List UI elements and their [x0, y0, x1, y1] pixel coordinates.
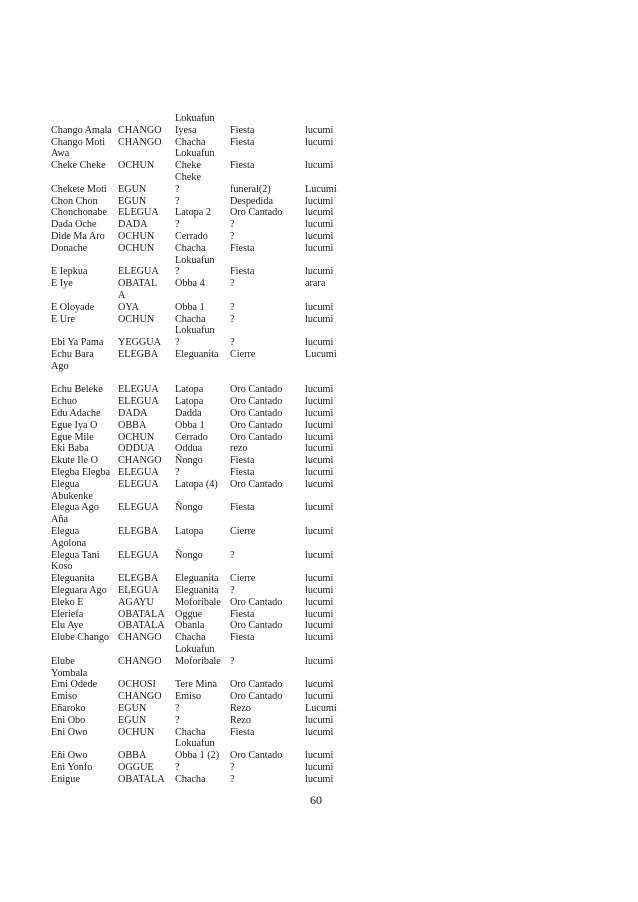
rhythm-cell: Cheke: [175, 160, 202, 172]
occasion-cell: ?: [230, 762, 235, 773]
rhythm-cell: Cerrado: [175, 231, 208, 242]
table-row: [0, 148, 638, 160]
occasion-cell: Cierre: [230, 349, 256, 360]
tradition-cell: lucumi: [305, 242, 334, 254]
table-row: [0, 656, 638, 668]
occasion-cell: Oro Cantado: [230, 207, 283, 219]
table-row: [0, 172, 638, 184]
occasion-cell: Fiesta: [230, 136, 255, 148]
orisha-cell: OBATAL: [118, 278, 158, 290]
occasion-cell: Oro Cantado: [230, 750, 283, 762]
table-row: [0, 526, 638, 538]
song-name-cell: E Iye: [51, 278, 73, 290]
song-name-cell: Echuo: [51, 396, 78, 408]
table-row: [0, 160, 638, 172]
occasion-cell: Fiesta: [230, 266, 255, 278]
song-name-cell: Elegua Tani: [51, 549, 100, 561]
rhythm-cell: Obba 1: [175, 301, 205, 313]
rhythm-cell: ?: [175, 467, 180, 478]
rhythm-cell: Oddua: [175, 443, 203, 455]
song-name-cell: Elegba Elegba: [51, 467, 111, 478]
rhythm-cell: Oggue: [175, 608, 203, 620]
occasion-cell: Fiesta: [230, 608, 255, 620]
song-name-cell: Eni Yonfo: [51, 762, 93, 773]
occasion-cell: Oro Cantado: [230, 384, 283, 396]
tradition-cell: lucumi: [305, 596, 334, 608]
table-row: [0, 479, 638, 491]
song-name-cell: Eni Obo: [51, 714, 86, 726]
occasion-cell: Fiesta: [230, 160, 255, 172]
occasion-cell: ?: [230, 231, 235, 242]
table-row: [0, 514, 638, 526]
table-row: [0, 703, 638, 715]
table-row: [0, 715, 638, 727]
orisha-cell: OYA: [118, 301, 139, 313]
song-name-cell: Egue Iya O: [51, 419, 98, 431]
table-row: [0, 585, 638, 597]
rhythm-cell: Ñongo: [175, 549, 203, 561]
song-name-cell: Dada Oche: [51, 219, 97, 231]
song-name-cell: Koso: [51, 561, 73, 573]
orisha-cell: CHANGO: [118, 632, 162, 644]
orisha-cell: OCHUN: [118, 242, 155, 254]
orisha-cell: OCHUN: [118, 726, 155, 738]
occasion-cell: Cierre: [230, 526, 256, 537]
orisha-cell: EGUN: [118, 183, 147, 195]
orisha-cell: EGUN: [118, 714, 147, 726]
table-row: [0, 184, 638, 196]
song-name-cell: E Oloyade: [51, 301, 95, 313]
rhythm-cell: Chacha: [175, 632, 206, 644]
occasion-cell: Oro Cantado: [230, 396, 283, 408]
tradition-cell: lucumi: [305, 691, 334, 703]
tradition-cell: lucumi: [305, 266, 334, 278]
rhythm-cell: Ñongo: [175, 502, 203, 514]
table-row: [0, 125, 638, 137]
occasion-cell: Oro Cantado: [230, 620, 283, 632]
table-row: [0, 455, 638, 467]
tradition-cell: lucumi: [305, 337, 334, 349]
table-row: [0, 302, 638, 314]
rhythm-cell: Lokuafun: [175, 644, 215, 655]
occasion-cell: ?: [230, 301, 235, 313]
tradition-cell: Lucumi: [305, 349, 337, 360]
song-name-cell: Elube: [51, 655, 75, 667]
song-name-cell: Yombala: [51, 667, 88, 679]
table-row: [0, 207, 638, 219]
occasion-cell: Rezo: [230, 714, 251, 726]
song-name-cell: Agolona: [51, 537, 87, 549]
occasion-cell: ?: [230, 219, 235, 231]
orisha-cell: OCHUN: [118, 431, 155, 443]
tradition-cell: lucumi: [305, 136, 334, 148]
table-row: [0, 255, 638, 267]
song-name-cell: E Ure: [51, 313, 76, 325]
tradition-cell: lucumi: [305, 608, 334, 620]
occasion-cell: Fiesta: [230, 632, 255, 644]
occasion-cell: ?: [230, 773, 235, 785]
orisha-cell: OCHUN: [118, 231, 155, 242]
rhythm-cell: Chacha: [175, 313, 206, 325]
rhythm-cell: Latopa: [175, 384, 204, 396]
occasion-cell: Fiesta: [230, 726, 255, 738]
rhythm-cell: ?: [175, 266, 180, 278]
song-name-cell: Aña: [51, 514, 68, 526]
song-name-cell: Ago: [51, 360, 69, 372]
tradition-cell: lucumi: [305, 585, 334, 596]
tradition-cell: lucumi: [305, 502, 334, 514]
rhythm-cell: Chacha: [175, 136, 206, 148]
table-row: [0, 502, 638, 514]
orisha-cell: OCHUN: [118, 313, 155, 325]
song-name-cell: Eleriefa: [51, 608, 84, 620]
song-name-cell: Elu Aye: [51, 620, 84, 632]
occasion-cell: ?: [230, 313, 235, 325]
orisha-cell: ELEGUA: [118, 549, 159, 561]
orisha-cell: ODDUA: [118, 443, 155, 455]
song-name-cell: Dide Ma Aro: [51, 231, 105, 242]
orisha-cell: OCHOSI: [118, 679, 156, 691]
orisha-cell: EGUN: [118, 703, 147, 714]
table-row: [0, 384, 638, 396]
tradition-cell: lucumi: [305, 726, 334, 738]
orisha-cell: ELEGUA: [118, 396, 159, 408]
orisha-cell: YEGGUA: [118, 337, 162, 349]
tradition-cell: lucumi: [305, 431, 334, 443]
rhythm-cell: Emiso: [175, 691, 202, 703]
tradition-cell: lucumi: [305, 526, 334, 537]
orisha-cell: ELEGUA: [118, 585, 159, 596]
occasion-cell: Oro Cantado: [230, 431, 283, 443]
tradition-cell: lucumi: [305, 549, 334, 561]
occasion-cell: ?: [230, 549, 235, 561]
song-name-cell: Chon Chon: [51, 195, 98, 207]
rhythm-cell: Lokuafun: [175, 325, 215, 337]
rhythm-cell: Cerrado: [175, 431, 208, 443]
rhythm-cell: ?: [175, 195, 180, 207]
orisha-cell: ELEGBA: [118, 573, 159, 585]
orisha-cell: CHANGO: [118, 124, 162, 136]
table-row: [0, 113, 638, 125]
rhythm-cell: Latopa: [175, 526, 204, 537]
table-row: [0, 373, 638, 385]
rhythm-cell: Lokuafun: [175, 738, 215, 750]
song-name-cell: Emiso: [51, 691, 78, 703]
occasion-cell: funeral(2): [230, 183, 271, 195]
orisha-cell: ELEGUA: [118, 478, 159, 490]
song-name-cell: Egue Mile: [51, 431, 94, 443]
tradition-cell: arara: [305, 278, 326, 290]
table-row: [0, 727, 638, 739]
tradition-cell: lucumi: [305, 396, 334, 408]
orisha-cell: OBATALA: [118, 620, 165, 632]
tradition-cell: lucumi: [305, 160, 334, 172]
table-row: [0, 290, 638, 302]
tradition-cell: lucumi: [305, 573, 334, 585]
page-number: 60: [310, 793, 322, 807]
orisha-cell: CHANGO: [118, 455, 162, 467]
occasion-cell: Oro Cantado: [230, 691, 283, 703]
occasion-cell: Fiesta: [230, 124, 255, 136]
table-row: [0, 738, 638, 750]
occasion-cell: Fiesta: [230, 242, 255, 254]
occasion-cell: Oro Cantado: [230, 419, 283, 431]
occasion-cell: ?: [230, 337, 235, 349]
orisha-cell: OGGUE: [118, 762, 154, 773]
orisha-cell: A: [118, 290, 126, 301]
tradition-cell: lucumi: [305, 207, 334, 219]
rhythm-cell: Latopa: [175, 396, 204, 408]
occasion-cell: Fiesta: [230, 467, 255, 478]
table-row: [0, 443, 638, 455]
table-row: [0, 609, 638, 621]
table-row: [0, 668, 638, 680]
table-row: [0, 491, 638, 503]
orisha-cell: CHANGO: [118, 691, 162, 703]
orisha-cell: OBATALA: [118, 773, 165, 785]
rhythm-cell: Moforibale: [175, 596, 221, 608]
tradition-cell: lucumi: [305, 195, 334, 207]
rhythm-cell: Cheke: [175, 172, 202, 183]
rhythm-cell: Obba 1 (2): [175, 750, 220, 762]
occasion-cell: Cierre: [230, 573, 256, 585]
orisha-cell: ELEGUA: [118, 502, 159, 514]
table-row: [0, 337, 638, 349]
rhythm-cell: Moforibale: [175, 655, 221, 667]
rhythm-cell: ?: [175, 337, 180, 349]
tradition-cell: lucumi: [305, 408, 334, 419]
occasion-cell: Fiesta: [230, 455, 255, 467]
table-row: [0, 597, 638, 609]
rhythm-cell: Eleguanita: [175, 573, 219, 585]
table-row: [0, 314, 638, 326]
rhythm-cell: Lokuafun: [175, 148, 215, 160]
song-name-cell: Eki Baba: [51, 443, 89, 455]
table-row: [0, 266, 638, 278]
table-row: [0, 396, 638, 408]
occasion-cell: Oro Cantado: [230, 408, 283, 419]
table-row: [0, 349, 638, 361]
orisha-cell: DADA: [118, 219, 148, 231]
song-name-cell: Eñi Owo: [51, 750, 88, 762]
song-name-cell: Elegua: [51, 526, 80, 537]
orisha-cell: OBBA: [118, 750, 147, 762]
song-name-cell: Emi Odede: [51, 679, 98, 691]
tradition-cell: lucumi: [305, 620, 334, 632]
song-name-cell: Chango Moti: [51, 136, 106, 148]
table-row: [0, 196, 638, 208]
orisha-cell: ELEGUA: [118, 266, 159, 278]
tradition-cell: lucumi: [305, 301, 334, 313]
orisha-cell: CHANGO: [118, 655, 162, 667]
rhythm-cell: Ñongo: [175, 455, 203, 467]
tradition-cell: lucumi: [305, 679, 334, 691]
table-row: [0, 243, 638, 255]
song-name-cell: Ekute Ile O: [51, 455, 98, 467]
orisha-cell: OCHUN: [118, 160, 155, 172]
rhythm-cell: Obba 4: [175, 278, 205, 290]
orisha-cell: ELEGUA: [118, 467, 159, 478]
rhythm-cell: ?: [175, 219, 180, 231]
table-row: [0, 432, 638, 444]
tradition-cell: lucumi: [305, 124, 334, 136]
song-name-cell: Edu Adache: [51, 408, 101, 419]
song-name-cell: Eleko E: [51, 596, 84, 608]
tradition-cell: lucumi: [305, 313, 334, 325]
occasion-cell: ?: [230, 655, 235, 667]
song-name-cell: Ebi Ya Pama: [51, 337, 104, 349]
song-name-cell: Enigue: [51, 773, 80, 785]
rhythm-cell: Latopa (4): [175, 478, 218, 490]
rhythm-cell: Iyesa: [175, 124, 197, 136]
table-row: [0, 762, 638, 774]
tradition-cell: lucumi: [305, 762, 334, 773]
table-row: [0, 219, 638, 231]
rhythm-cell: Dadda: [175, 408, 202, 419]
tradition-cell: lucumi: [305, 655, 334, 667]
rhythm-cell: ?: [175, 703, 180, 714]
table-row: [0, 361, 638, 373]
table-row: [0, 325, 638, 337]
occasion-cell: rezo: [230, 443, 248, 455]
orisha-cell: ELEGBA: [118, 526, 159, 537]
table-row: [0, 632, 638, 644]
occasion-cell: ?: [230, 585, 235, 596]
table-row: [0, 420, 638, 432]
table-row: [0, 550, 638, 562]
song-name-cell: Chekete Moti: [51, 183, 107, 195]
rhythm-cell: Obba 1: [175, 419, 205, 431]
rhythm-cell: Chacha: [175, 242, 206, 254]
table-row: [0, 573, 638, 585]
orisha-cell: OBATALA: [118, 608, 165, 620]
rhythm-cell: Tere Mina: [175, 679, 217, 691]
song-name-cell: Eleguanita: [51, 573, 95, 585]
rhythm-cell: Eleguanita: [175, 349, 219, 360]
song-name-cell: Eni Owo: [51, 726, 88, 738]
song-name-cell: Elegua: [51, 478, 80, 490]
rhythm-cell: Chacha: [175, 726, 206, 738]
occasion-cell: Despedida: [230, 195, 273, 207]
rhythm-cell: Lokuafun: [175, 113, 215, 124]
table-row: [0, 408, 638, 420]
tradition-cell: lucumi: [305, 384, 334, 396]
tradition-cell: lucumi: [305, 219, 334, 231]
table-row: [0, 679, 638, 691]
tradition-cell: lucumi: [305, 419, 334, 431]
tradition-cell: lucumi: [305, 714, 334, 726]
rhythm-cell: Obanla: [175, 620, 205, 632]
tradition-cell: lucumi: [305, 455, 334, 467]
song-name-cell: Awa: [51, 148, 70, 160]
rhythm-cell: Chacha: [175, 773, 206, 785]
song-name-cell: Elube Chango: [51, 632, 110, 644]
rhythm-cell: Eleguanita: [175, 585, 219, 596]
song-name-cell: Chango Amala: [51, 124, 112, 136]
song-name-cell: E Iepkua: [51, 266, 88, 278]
rhythm-cell: ?: [175, 714, 180, 726]
song-name-cell: Elegua Ago: [51, 502, 99, 514]
orisha-cell: DADA: [118, 408, 148, 419]
song-name-cell: Abukenke: [51, 490, 93, 502]
occasion-cell: Oro Cantado: [230, 596, 283, 608]
orisha-cell: CHANGO: [118, 136, 162, 148]
table-row: [0, 774, 638, 786]
occasion-cell: Oro Cantado: [230, 478, 283, 490]
table-row: [0, 137, 638, 149]
tradition-cell: lucumi: [305, 467, 334, 478]
table-row: [0, 750, 638, 762]
orisha-cell: ELEGBA: [118, 349, 159, 360]
orisha-cell: AGAYU: [118, 596, 154, 608]
table-row: [0, 231, 638, 243]
orisha-cell: EGUN: [118, 195, 147, 207]
table-row: [0, 538, 638, 550]
song-name-cell: Chonchonabe: [51, 207, 108, 219]
song-name-cell: Echu Bara: [51, 349, 94, 360]
song-name-cell: Donache: [51, 242, 88, 254]
tradition-cell: lucumi: [305, 443, 334, 455]
song-name-cell: Echu Beleke: [51, 384, 103, 396]
rhythm-cell: ?: [175, 183, 180, 195]
table-row: [0, 561, 638, 573]
rhythm-cell: Lokuafun: [175, 254, 215, 266]
tradition-cell: lucumi: [305, 478, 334, 490]
orisha-cell: ELEGUA: [118, 384, 159, 396]
table-row: [0, 644, 638, 656]
orisha-cell: ELEGUA: [118, 207, 159, 219]
occasion-cell: ?: [230, 278, 235, 290]
orisha-cell: OBBA: [118, 419, 147, 431]
table-row: [0, 467, 638, 479]
tradition-cell: lucumi: [305, 773, 334, 785]
tradition-cell: lucumi: [305, 750, 334, 762]
song-name-cell: Eñaroko: [51, 703, 86, 714]
rhythm-cell: ?: [175, 762, 180, 773]
table-row: [0, 278, 638, 290]
occasion-cell: Fiesta: [230, 502, 255, 514]
tradition-cell: lucumi: [305, 231, 334, 242]
song-name-cell: Cheke Cheke: [51, 160, 106, 172]
occasion-cell: Oro Cantado: [230, 679, 283, 691]
table-row: [0, 691, 638, 703]
occasion-cell: Rezo: [230, 703, 251, 714]
tradition-cell: Lucumi: [305, 183, 337, 195]
table-row: [0, 620, 638, 632]
tradition-cell: lucumi: [305, 632, 334, 644]
song-name-cell: Eleguara Ago: [51, 585, 107, 596]
rhythm-cell: Latopa 2: [175, 207, 211, 219]
tradition-cell: Lucumi: [305, 703, 337, 714]
